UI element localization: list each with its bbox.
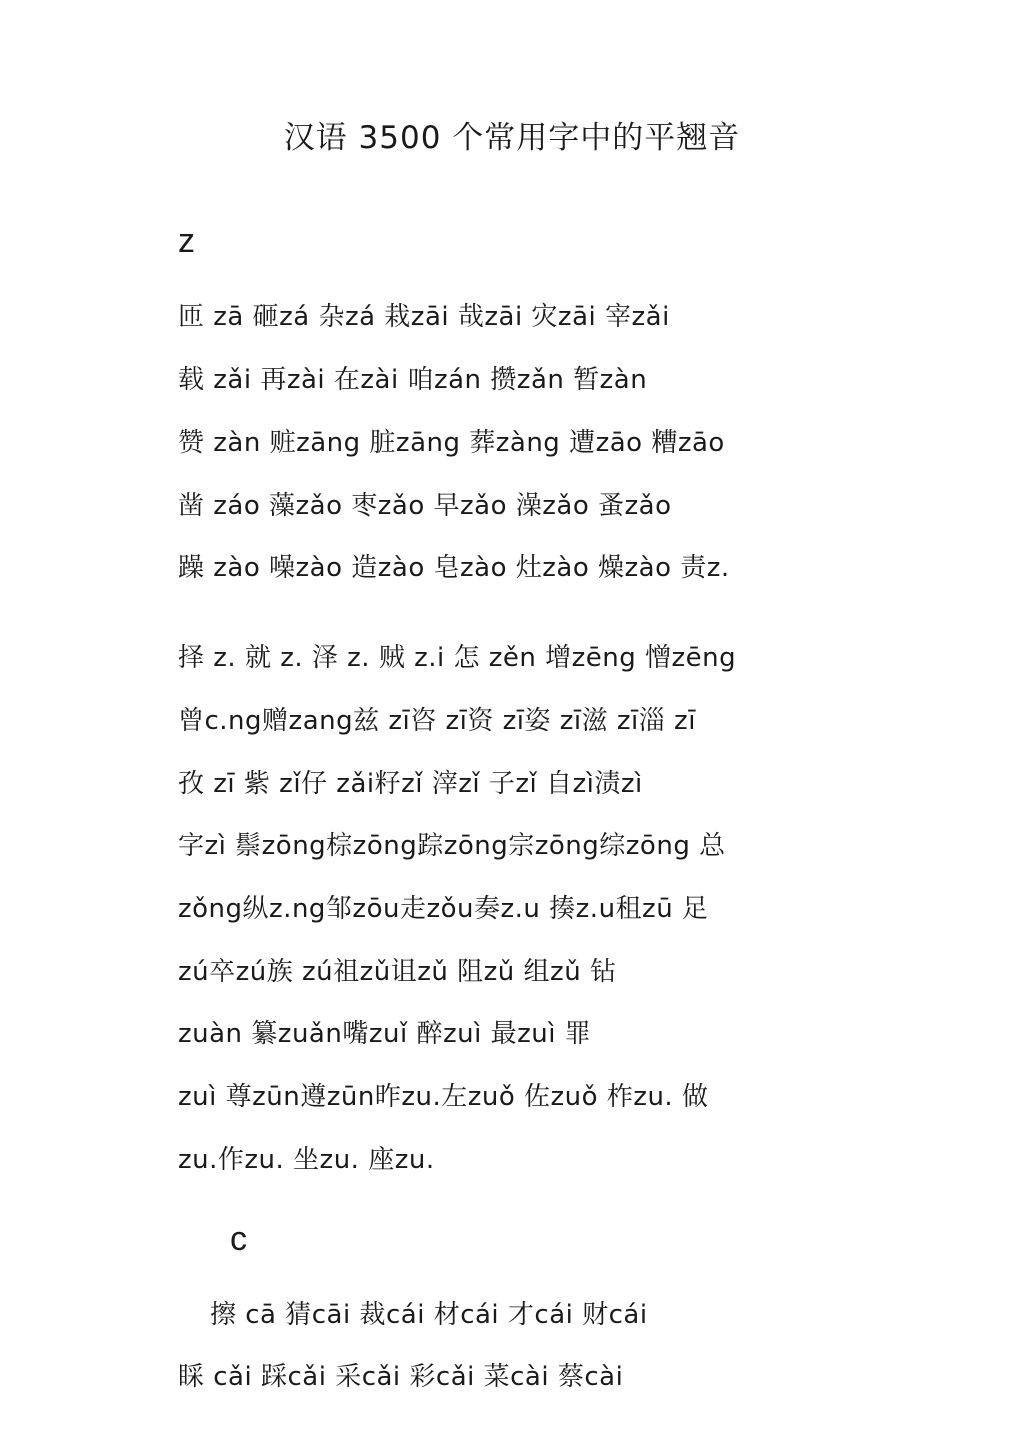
pinyin-line: zú卒zú族 zú祖zǔ诅zǔ 阻zǔ 组zǔ 钻	[178, 957, 617, 987]
pinyin-line: 择 z. 就 z. 泽 z. 贼 z.i 怎 zěn 增zēng 憎zēng	[178, 643, 737, 673]
pinyin-line: 孜 zī 紫 zǐ仔 zǎi籽zǐ 滓zǐ 子zǐ 自zì渍zì	[178, 769, 643, 799]
pinyin-line: 曾c.ng赠zang兹 zī咨 zī资 zī姿 zī滋 zī淄 zī	[178, 706, 696, 736]
pinyin-line: 匝 zā 砸zá 杂zá 栽zāi 哉zāi 灾zāi 宰zǎi	[178, 302, 670, 332]
pinyin-line: zuì 尊zūn遵zūn昨zu.左zuǒ 佐zuǒ 柞zu. 做	[178, 1082, 709, 1112]
pinyin-line: 载 zǎi 再zài 在zài 咱zán 攒zǎn 暂zàn	[178, 365, 648, 395]
pinyin-line: 睬 cǎi 踩cǎi 采cǎi 彩cǎi 菜cài 蔡cài	[178, 1362, 624, 1392]
pinyin-line: 躁 zào 噪zào 造zào 皂zào 灶zào 燥zào 责z.	[178, 553, 730, 583]
section-heading-c: c	[230, 1220, 247, 1258]
pinyin-line: 赞 zàn 赃zāng 脏zāng 葬zàng 遭zāo 糟zāo	[178, 428, 725, 458]
pinyin-line: zu.作zu. 坐zu. 座zu.	[178, 1145, 435, 1175]
pinyin-line: zǒng纵z.ng邹zōu走zǒu奏z.u 揍z.u租zū 足	[178, 894, 709, 924]
pinyin-line: 凿 záo 藻zǎo 枣zǎo 早zǎo 澡zǎo 蚤zǎo	[178, 491, 672, 521]
section-heading-z: z	[178, 222, 195, 260]
pinyin-line: zuàn 纂zuǎn嘴zuǐ 醉zuì 最zuì 罪	[178, 1019, 592, 1049]
document-title: 汉语 3500 个常用字中的平翘音	[283, 120, 741, 156]
pinyin-line: 字zì 鬃zōng棕zōng踪zōng宗zōng综zōng 总	[178, 831, 726, 861]
pinyin-line: 擦 cā 猜cāi 裁cái 材cái 才cái 财cái	[210, 1300, 648, 1330]
